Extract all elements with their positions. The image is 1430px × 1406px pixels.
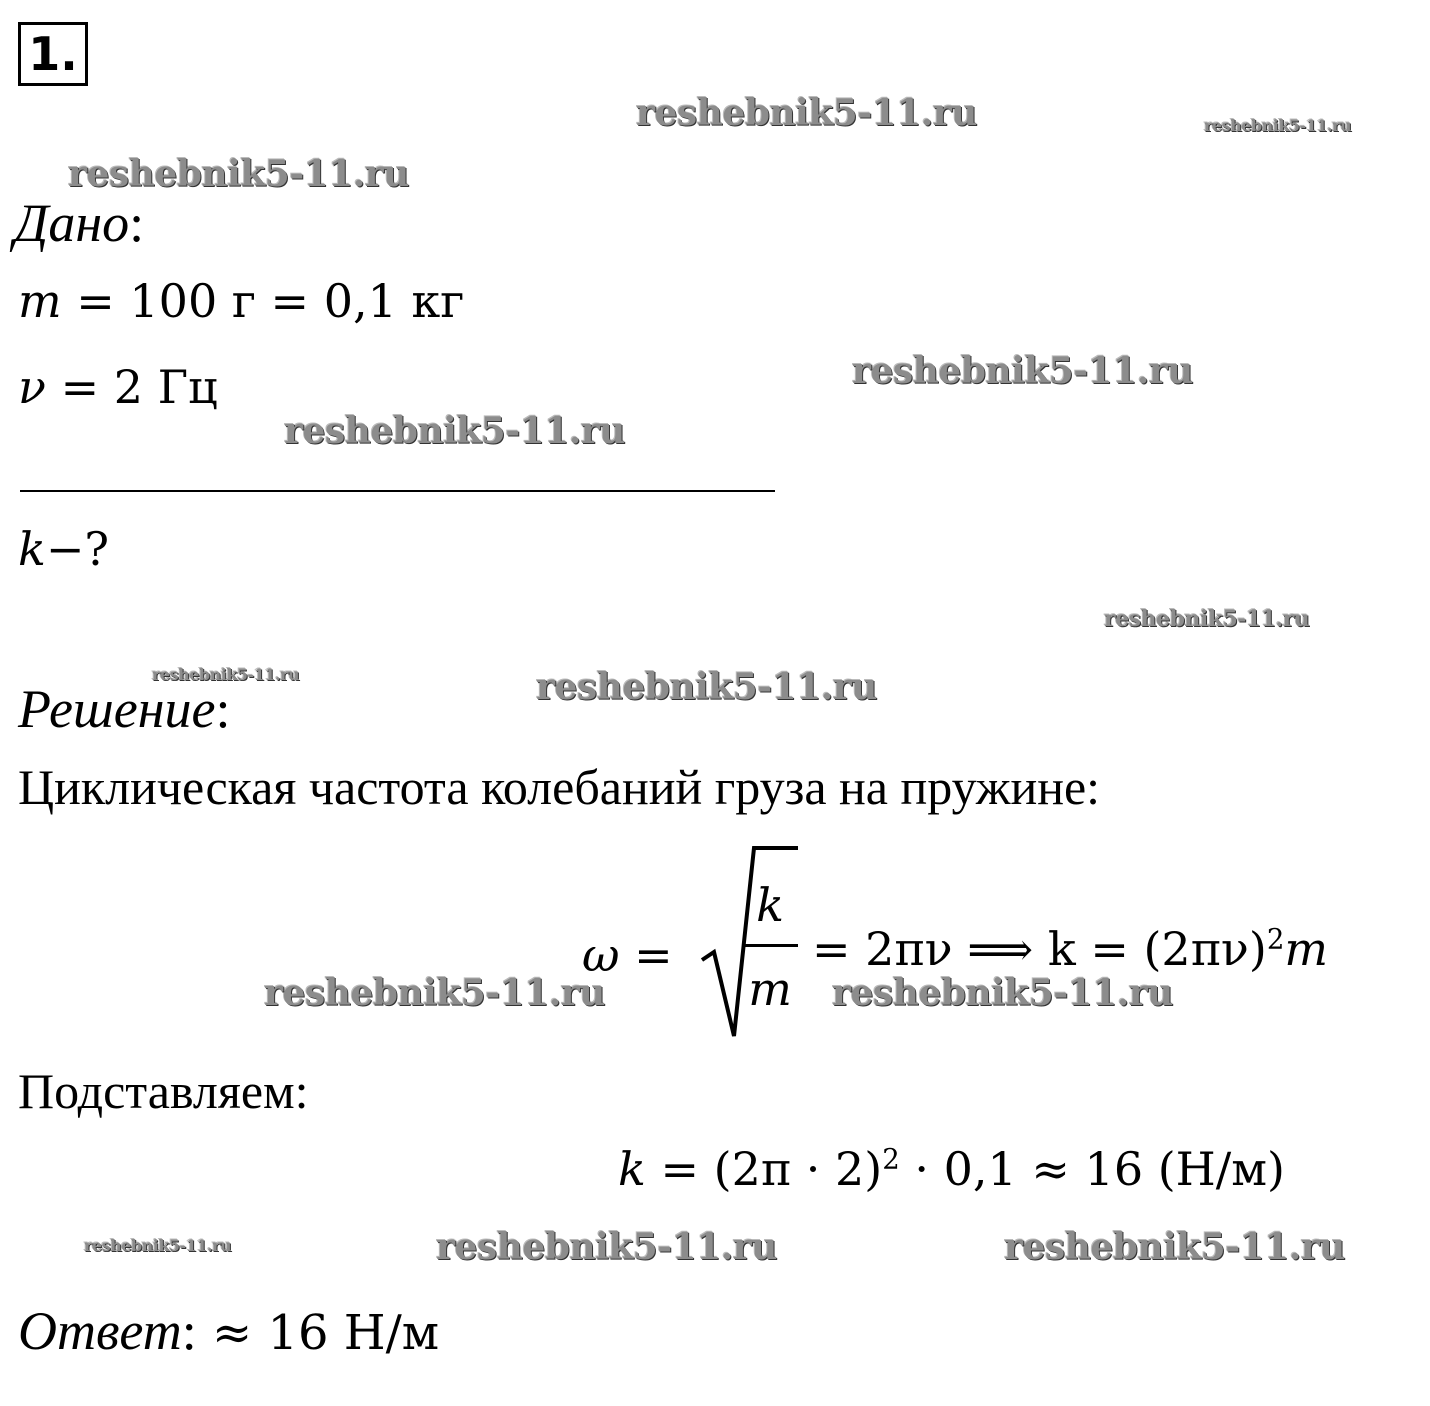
solution-intro: Циклическая частота колебаний груза на пружине:	[18, 759, 1101, 815]
problem-number: 1.	[18, 22, 88, 86]
formula-rhs: = 2πν ⟹ $k = (2\pi\nu)^2m$	[812, 922, 1329, 976]
given-divider	[20, 490, 775, 492]
given-frequency: ν = 2 Гц	[18, 360, 218, 414]
watermark: reshebnik5-11.ru	[152, 665, 300, 684]
watermark: reshebnik5-11.ru	[852, 350, 1193, 392]
given-heading: Дано:	[14, 193, 145, 253]
fraction-denominator: m	[748, 962, 792, 1016]
solution-heading: Решение:	[18, 679, 231, 739]
fraction-numerator: k	[756, 878, 784, 932]
watermark: reshebnik5-11.ru	[436, 1226, 777, 1268]
calculation: $k = (2\pi \cdot 2)^2 \cdot 0,1 \approx 16$ (Н/м)	[618, 1142, 1285, 1196]
given-mass: m = 100 г = 0,1 кг	[18, 274, 465, 328]
fraction-bar	[742, 944, 798, 947]
watermark: reshebnik5-11.ru	[536, 666, 877, 708]
watermark: reshebnik5-11.ru	[84, 1236, 232, 1255]
watermark: reshebnik5-11.ru	[284, 410, 625, 452]
formula-omega: ω =	[582, 928, 673, 982]
watermark: reshebnik5-11.ru	[1204, 116, 1352, 135]
watermark: reshebnik5-11.ru	[636, 92, 977, 134]
watermark: reshebnik5-11.ru	[264, 972, 605, 1014]
watermark: reshebnik5-11.ru	[1104, 606, 1310, 632]
substitute-text: Подставляем:	[18, 1063, 309, 1119]
watermark: reshebnik5-11.ru	[68, 153, 409, 195]
watermark: reshebnik5-11.ru	[1004, 1226, 1345, 1268]
answer-line: Ответ: ≈ 16 Н/м	[18, 1301, 440, 1361]
find-line: k−?	[18, 522, 110, 576]
watermark: reshebnik5-11.ru	[832, 972, 1173, 1014]
